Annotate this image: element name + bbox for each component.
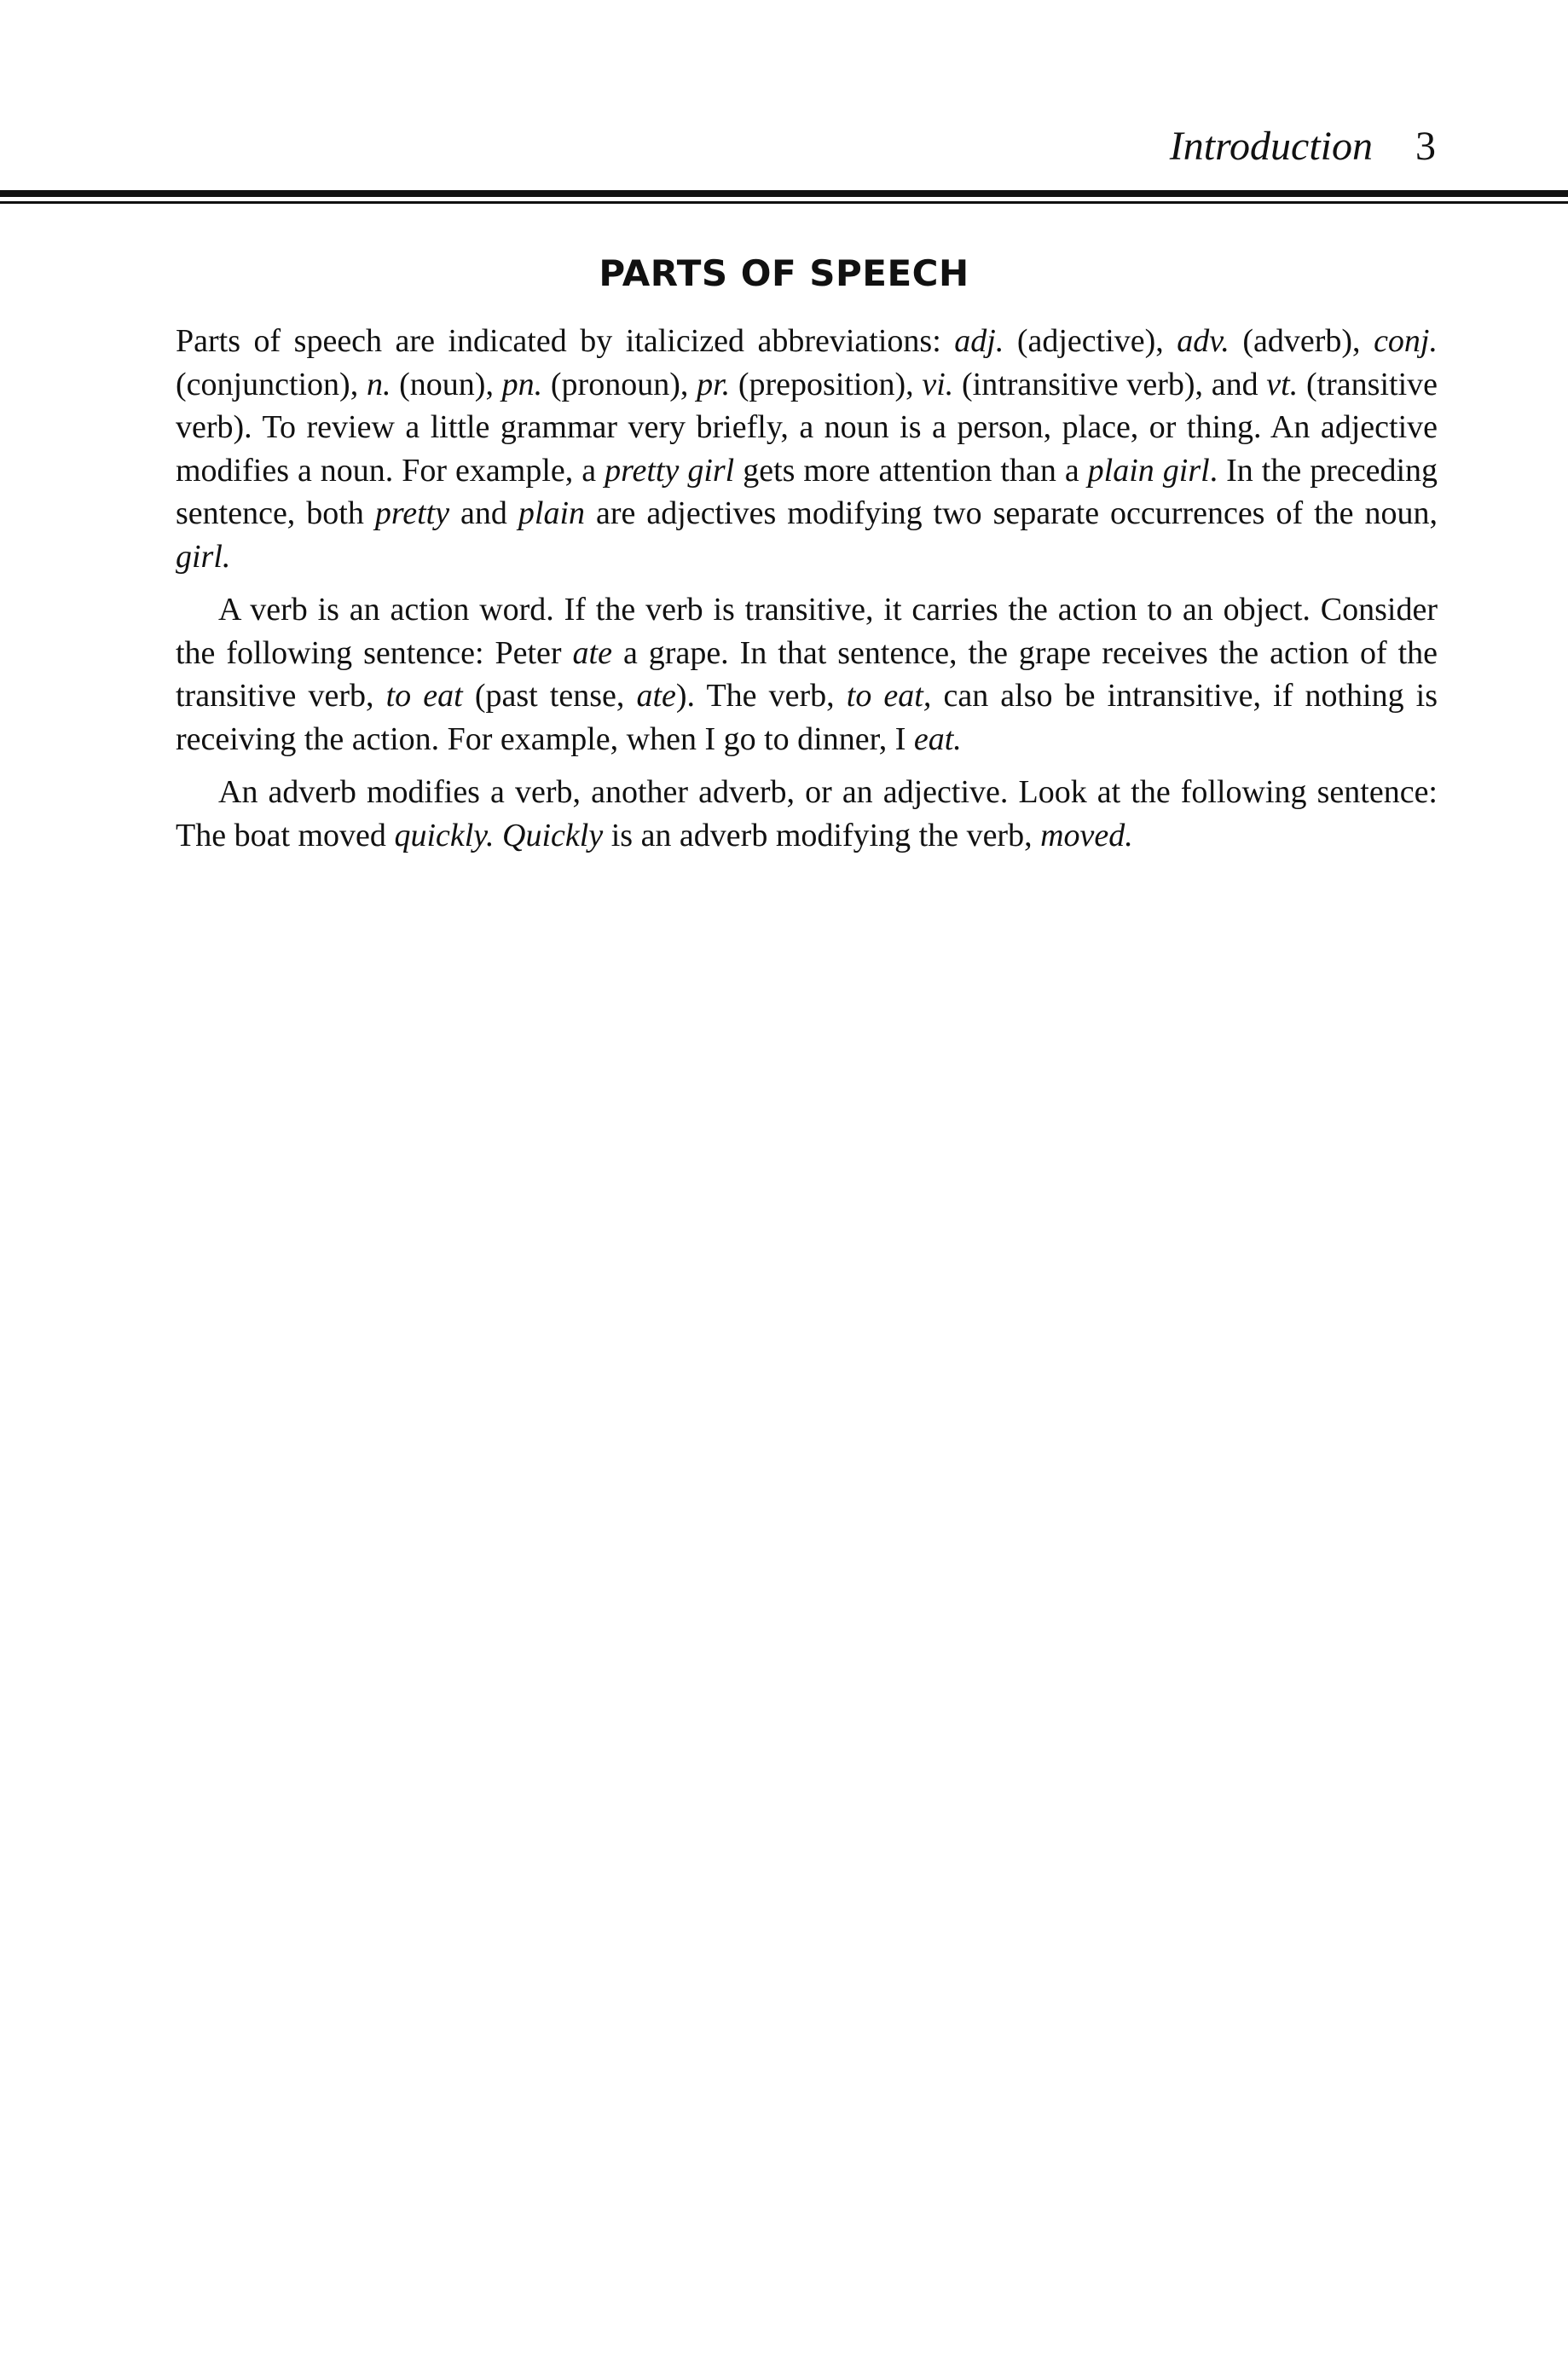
text-run: (pronoun), [542, 366, 697, 402]
italic-text: quickly. Quickly [394, 817, 604, 853]
text-run: (past tense, [462, 678, 637, 714]
text-run: (noun), [391, 366, 502, 402]
text-run: and [449, 495, 518, 531]
italic-text: girl. [176, 538, 231, 575]
text-run: An adverb modifies a verb, another adverb, or an adjective. Look at the following sentence: The boat moved [176, 774, 1438, 853]
paragraph [176, 320, 1438, 578]
text-run: (adverb), [1229, 323, 1374, 359]
italic-text: to eat, [846, 678, 932, 714]
text-run: (transitive verb). To review a little grammar very briefly, a noun is a person, place, or thing. An adjective modifies a noun. For example, a [176, 366, 1438, 489]
text-run: (adjective), [1004, 323, 1177, 359]
text-run: ). The verb, [675, 678, 847, 714]
section-heading: PARTS OF SPEECH [599, 252, 969, 294]
italic-text: n. [366, 366, 391, 402]
header-rule-thin [0, 201, 1568, 204]
italic-text: ate [572, 634, 612, 671]
text-run: A verb is an action word. If the verb is transitive, it carries the action to an object. Consider the following sentence: Peter [176, 592, 1438, 671]
paragraph [176, 771, 1438, 857]
text-run: . In the preceding sentence, both [176, 452, 1438, 531]
text-run: can also be intransitive, if nothing is receiving the action. For example, when I go to dinner, I [176, 678, 1438, 757]
header-rule-thick [0, 190, 1568, 197]
italic-text: adj. [954, 323, 1004, 359]
italic-text: adv. [1177, 323, 1230, 359]
italic-text: ate [636, 678, 676, 714]
italic-text: plain girl [1087, 452, 1210, 489]
italic-text: pretty [374, 495, 450, 531]
text-run: gets more attention than a [734, 452, 1088, 489]
italic-text: pretty girl [605, 452, 735, 489]
text-run: Parts of speech are indicated by italicized abbreviations: [176, 323, 955, 359]
italic-text: to eat [385, 678, 463, 714]
text-run: a grape. In that sentence, the grape receives the action of the transitive verb, [176, 634, 1438, 714]
italic-text: vi. [922, 366, 954, 402]
running-head-title: Introduction [1169, 124, 1373, 169]
italic-text: moved. [1040, 817, 1133, 853]
text-run: (intransitive verb), and [953, 366, 1267, 402]
text-run: are adjectives modifying two separate occurrences of the noun, [585, 495, 1438, 531]
text-run: (conjunction), [176, 366, 367, 402]
italic-text: plain [518, 495, 586, 531]
text-run: is an adverb modifying the verb, [603, 817, 1041, 853]
italic-text: pr. [697, 366, 731, 402]
paragraph [176, 588, 1438, 761]
italic-text: pn. [501, 366, 543, 402]
italic-text: vt. [1266, 366, 1299, 402]
italic-text: conj. [1374, 323, 1438, 359]
page-number: 3 [1415, 124, 1436, 169]
text-run: (preposition), [730, 366, 923, 402]
body-text [176, 320, 1438, 857]
running-head [1170, 126, 1436, 167]
italic-text: eat. [913, 720, 962, 757]
